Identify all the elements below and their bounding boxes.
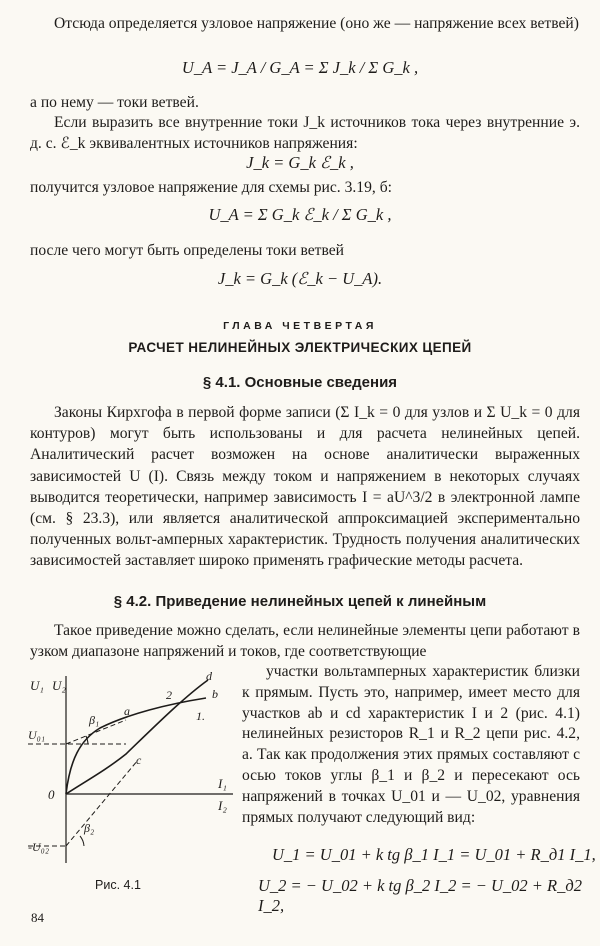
label-u02: -U₀₂	[28, 840, 50, 854]
label-beta2: β₂	[84, 821, 95, 835]
beta2-arc	[80, 836, 84, 846]
paragraph-branch-currents: а по нему — токи ветвей.	[30, 94, 199, 111]
line-cd-extension	[66, 760, 138, 846]
label-c: c	[136, 753, 142, 767]
formula-node-voltage-2: U_A = Σ G_k ℰ_k / Σ G_k ,	[208, 205, 392, 224]
label-u2: U₂	[52, 678, 66, 693]
label-zero: 0	[48, 787, 55, 802]
label-u1: U₁	[30, 678, 44, 693]
section-4-1-title: § 4.1. Основные сведения	[202, 374, 398, 391]
figure-caption: Рис. 4.1	[95, 878, 141, 892]
label-b: b	[212, 687, 218, 701]
label-i2: I₂	[218, 798, 227, 813]
equation-u1: U_1 = U_01 + k tg β_1 I_1 = U_01 + R_д1 I_1,	[272, 845, 596, 864]
label-d: d	[206, 669, 212, 683]
label-u01: U₀₁	[28, 728, 46, 742]
formula-branch-current: J_k = G_k (ℰ_k − U_A).	[217, 269, 383, 288]
page-number: 84	[31, 910, 44, 925]
chapter-label: ГЛАВА ЧЕТВЕРТАЯ	[223, 320, 377, 332]
section-4-1-body: Законы Кирхгофа в первой форме записи (Σ I_k = 0 для узлов и Σ U_k = 0 для контуров) могут быть использованы и для расчета нелинейных цепей. Аналитический расчет возможен на основе аналитически выраженных зависимостей U (I). Связь между током и напряжением в некоторых случаях выводится теоретически, например зависимость I = aU^3/2 в электронной лампе (см. § 23.3), или является аналитической аппроксимацией экспериментально полученных вольт-амперных характеристик. Трудность получения аналитических зависимостей заставляет широко применять графические методы расчета.	[30, 404, 580, 570]
formula-node-voltage-text: U_A = J_A / G_A = Σ J_k / Σ G_k ,	[181, 58, 419, 77]
paragraph-express-currents: Если выразить все внутренние токи J_k источников тока через внутренние э. д. с. ℰ_k эквивалентных источников напряжения:	[30, 114, 580, 152]
paragraph-scheme-ref: получится узловое напряжение для схемы рис. 3.19, б:	[30, 179, 392, 196]
formula-node-voltage	[0, 58, 600, 78]
paragraph-node-voltage: Отсюда определяется узловое напряжение (оно же — напряжение всех ветвей)	[54, 15, 579, 32]
label-curve-2: 2	[166, 688, 172, 702]
figure-4-1	[28, 668, 240, 868]
formula-source-current: J_k = G_k ℰ_k ,	[246, 153, 354, 172]
label-a: a	[124, 704, 130, 718]
section-4-2-intro: Такое приведение можно сделать, если нелинейные элементы цепи работают в узком диапазоне напряжений и токов, где соответствующие	[30, 622, 580, 660]
equation-u2: U_2 = − U_02 + k tg β_2 I_2 = − U_02 + R_д2 I_2,	[258, 876, 582, 915]
curve-1	[66, 698, 206, 794]
section-4-2-right-text: участки вольтамперных характеристик близки к прямым. Пусть это, например, имеет место для участков ab и cd характеристик I и 2 (рис. 4.1) нелинейных резисторов R_1 и R_2 цепи рис. 4.2, a. Так как продолжения этих прямых составляют с осью токов углы β_1 и β_2 и пересекают ось напряжений в точках U_01 и — U_02, уравнения прямых получают следующий вид:	[242, 663, 580, 826]
chapter-title: РАСЧЕТ НЕЛИНЕЙНЫХ ЭЛЕКТРИЧЕСКИХ ЦЕПЕЙ	[128, 340, 472, 355]
label-curve-1: 1.	[196, 709, 205, 723]
label-beta1: β₁	[89, 713, 100, 727]
section-4-2-title: § 4.2. Приведение нелинейных цепей к линейным	[113, 593, 487, 610]
label-i1: I₁	[218, 776, 227, 791]
paragraph-after: после чего могут быть определены токи ветвей	[30, 242, 345, 259]
